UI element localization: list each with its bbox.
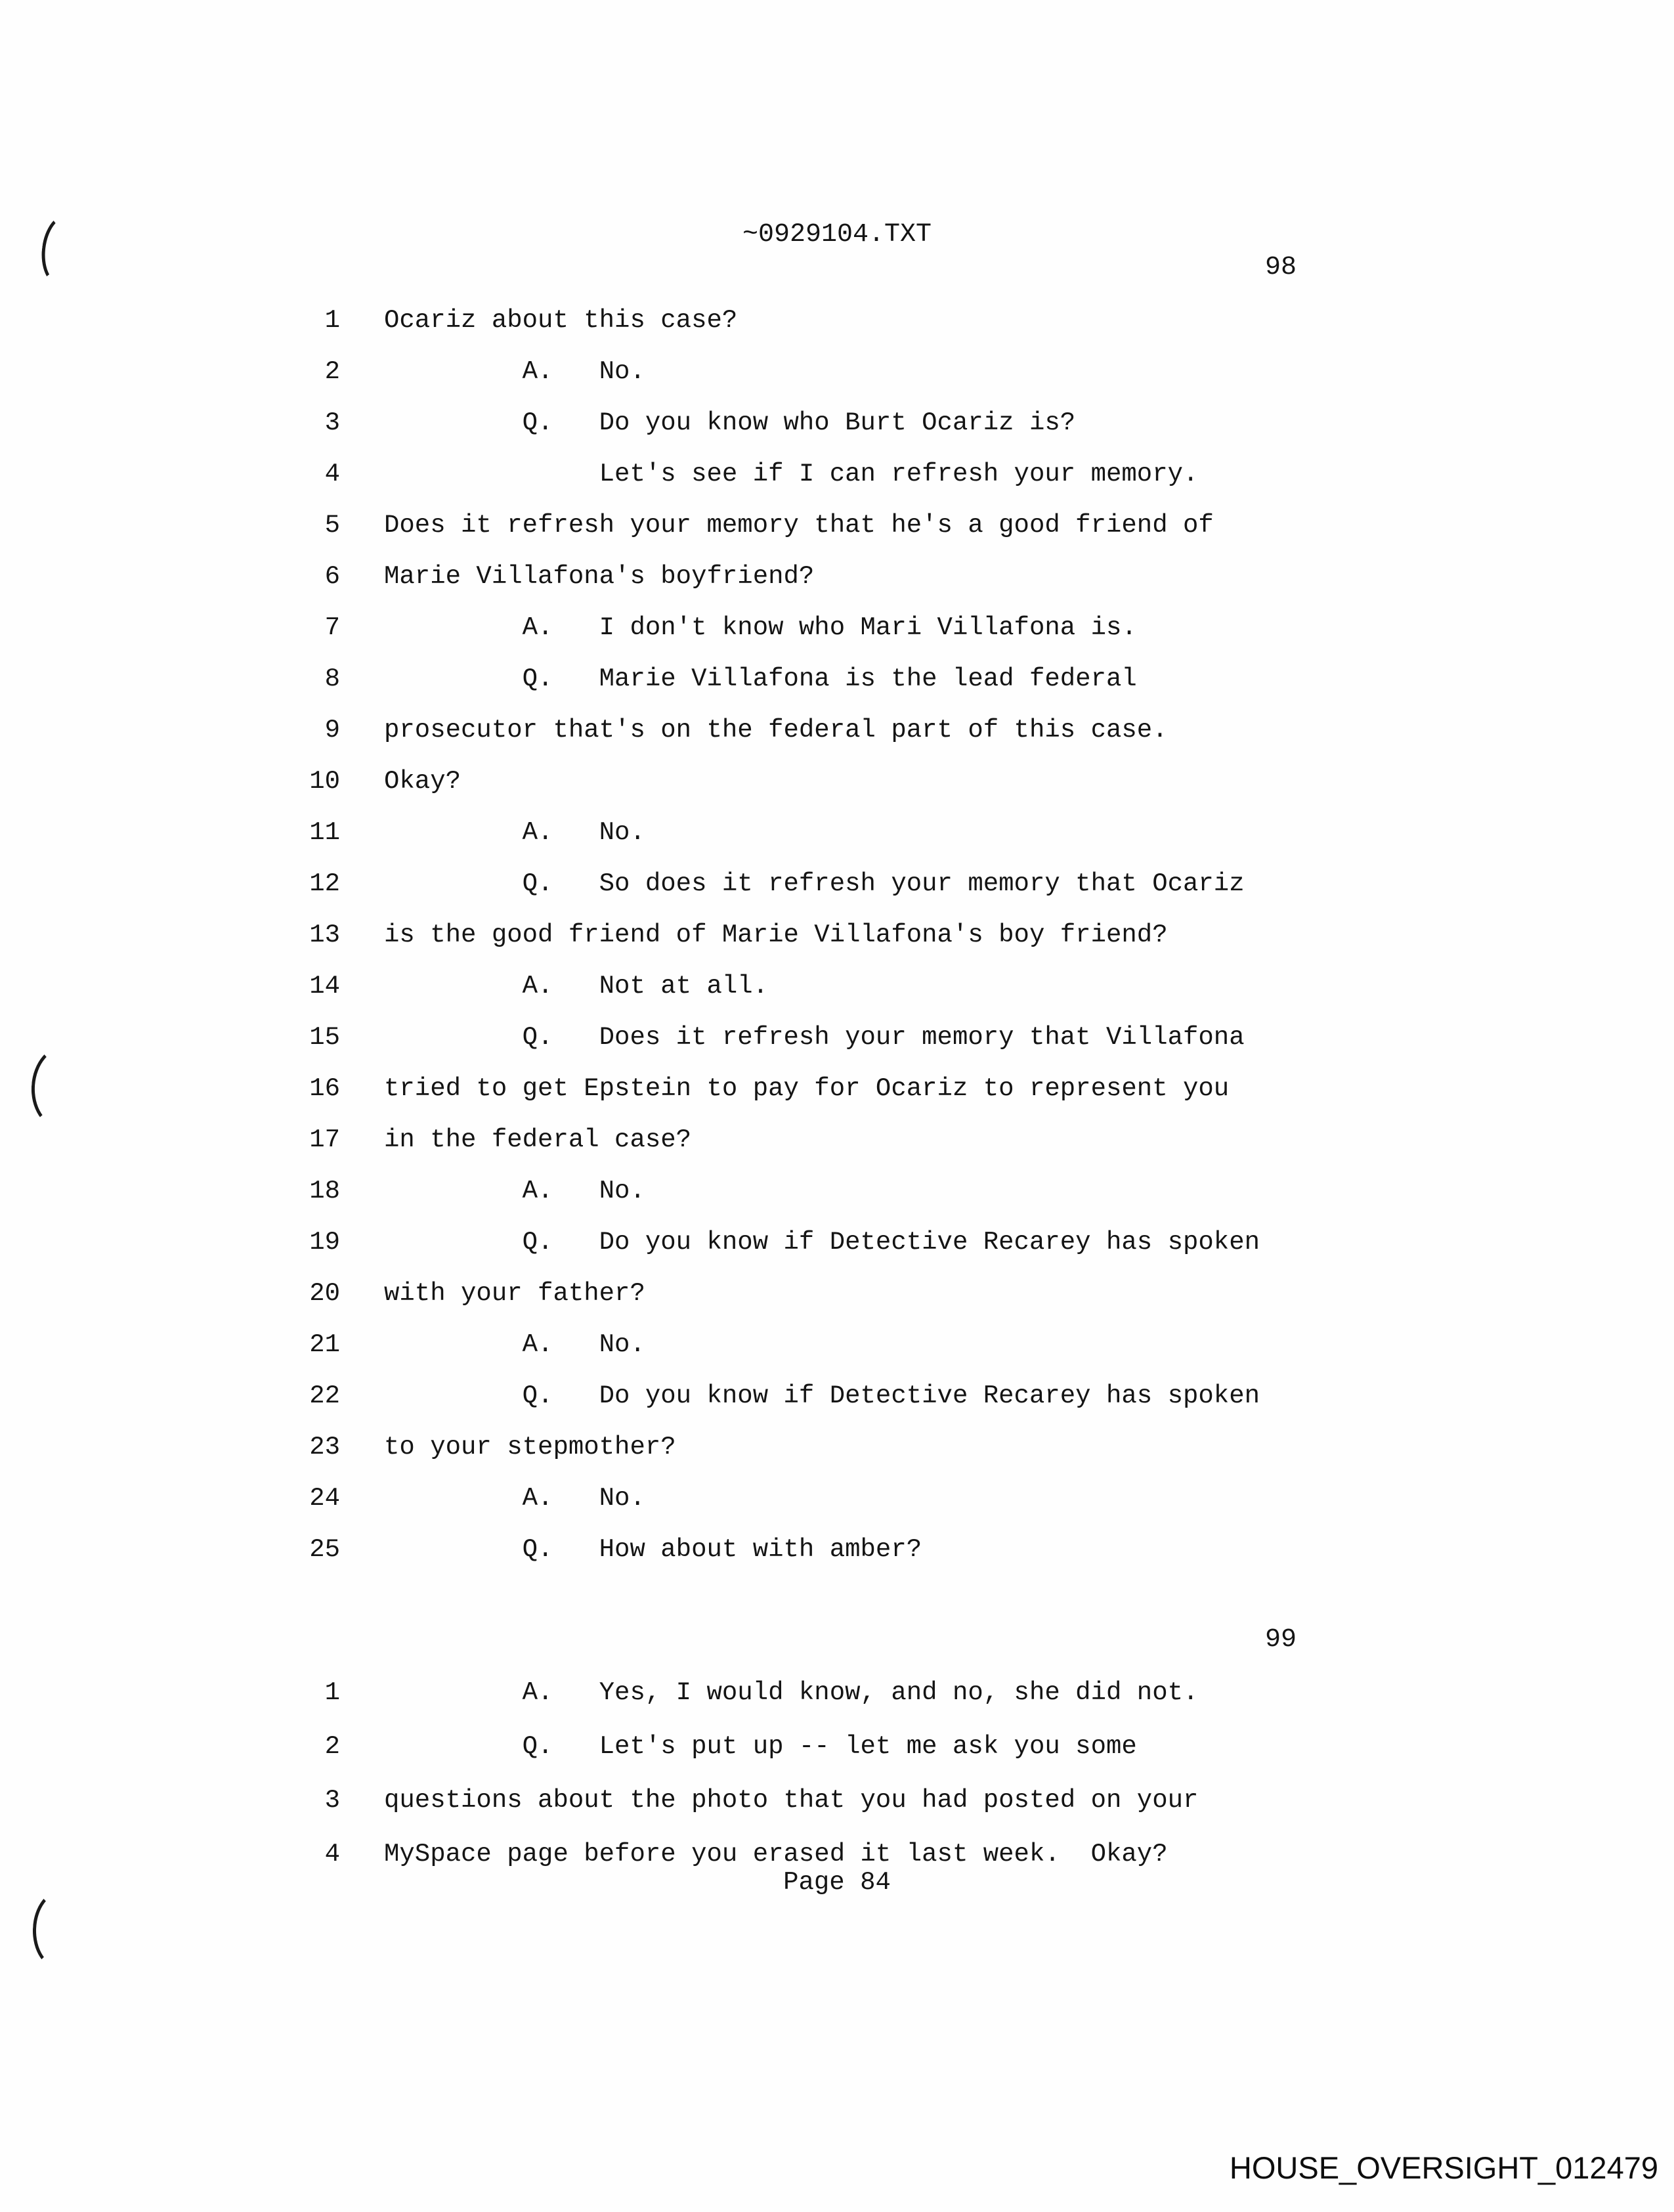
transcript-line bbox=[0, 1074, 1674, 1106]
transcript-line bbox=[0, 511, 1674, 542]
line-text: A. I don't know who Mari Villafona is. bbox=[384, 613, 1137, 642]
line-number: 12 bbox=[309, 869, 340, 898]
line-text: questions about the photo that you had posted on your bbox=[384, 1786, 1199, 1815]
line-text: prosecutor that's on the federal part of this case. bbox=[384, 716, 1168, 745]
line-text: Q. Does it refresh your memory that Villafona bbox=[384, 1023, 1245, 1052]
line-number: 15 bbox=[309, 1023, 340, 1052]
page-number-98: 98 bbox=[1264, 253, 1297, 282]
line-number: 16 bbox=[309, 1074, 340, 1103]
line-text: Marie Villafona's boyfriend? bbox=[384, 562, 815, 591]
line-text: to your stepmother? bbox=[384, 1433, 676, 1462]
line-text: tried to get Epstein to pay for Ocariz to represent you bbox=[384, 1074, 1230, 1103]
line-text: Q. How about with amber? bbox=[384, 1535, 922, 1564]
line-number: 24 bbox=[309, 1484, 340, 1513]
line-number: 14 bbox=[309, 972, 340, 1001]
line-number: 21 bbox=[309, 1330, 340, 1359]
transcript-line bbox=[0, 716, 1674, 747]
line-text: Q. Do you know if Detective Recarey has spoken bbox=[384, 1228, 1260, 1257]
line-text: A. No. bbox=[384, 1177, 645, 1205]
transcript-line bbox=[0, 1023, 1674, 1054]
line-number: 2 bbox=[324, 357, 340, 386]
transcript-line bbox=[0, 818, 1674, 850]
file-name-header: ~0929104.TXT bbox=[742, 220, 932, 249]
transcript-line bbox=[0, 357, 1674, 389]
transcript-line bbox=[0, 1484, 1674, 1515]
transcript-line bbox=[0, 921, 1674, 952]
line-number: 10 bbox=[309, 767, 340, 796]
line-text: A. Not at all. bbox=[384, 972, 769, 1001]
transcript-line bbox=[0, 1840, 1674, 1871]
line-number: 6 bbox=[324, 562, 340, 591]
line-number: 8 bbox=[324, 664, 340, 693]
line-number: 4 bbox=[324, 1840, 340, 1869]
transcript-line bbox=[0, 1177, 1674, 1208]
line-text: Q. So does it refresh your memory that Ocariz bbox=[384, 869, 1245, 898]
line-number: 1 bbox=[324, 1678, 340, 1707]
line-number: 3 bbox=[324, 408, 340, 437]
transcript-line bbox=[0, 1433, 1674, 1464]
line-number: 4 bbox=[324, 460, 340, 488]
line-number: 9 bbox=[324, 716, 340, 745]
page-84-label: Page 84 bbox=[783, 1868, 891, 1897]
line-text: with your father? bbox=[384, 1279, 645, 1308]
page-number-99: 99 bbox=[1264, 1625, 1297, 1655]
transcript-line bbox=[0, 869, 1674, 901]
transcript-line bbox=[0, 767, 1674, 798]
line-number: 2 bbox=[324, 1732, 340, 1761]
line-number: 23 bbox=[309, 1433, 340, 1462]
line-number: 11 bbox=[309, 818, 340, 847]
line-text: A. No. bbox=[384, 357, 645, 386]
bates-number: HOUSE_OVERSIGHT_012479 bbox=[1229, 2150, 1658, 2185]
transcript-line bbox=[0, 1228, 1674, 1259]
scan-artifact-arc-bottom bbox=[32, 1889, 91, 1971]
line-number: 3 bbox=[324, 1786, 340, 1815]
line-number: 7 bbox=[324, 613, 340, 642]
line-number: 17 bbox=[309, 1125, 340, 1154]
line-text: A. No. bbox=[384, 1330, 645, 1359]
line-text: Q. Let's put up -- let me ask you some bbox=[384, 1732, 1137, 1761]
line-number: 25 bbox=[309, 1535, 340, 1564]
line-text: Q. Do you know if Detective Recarey has spoken bbox=[384, 1381, 1260, 1410]
line-number: 5 bbox=[324, 511, 340, 540]
line-number: 22 bbox=[309, 1381, 340, 1410]
line-number: 13 bbox=[309, 921, 340, 949]
line-text: A. Yes, I would know, and no, she did not. bbox=[384, 1678, 1199, 1707]
line-text: in the federal case? bbox=[384, 1125, 692, 1154]
transcript-line bbox=[0, 613, 1674, 645]
transcript-line bbox=[0, 664, 1674, 696]
line-text: Okay? bbox=[384, 767, 461, 796]
transcript-line bbox=[0, 1125, 1674, 1157]
line-text: Q. Do you know who Burt Ocariz is? bbox=[384, 408, 1076, 437]
transcript-line bbox=[0, 1535, 1674, 1567]
line-text: Let's see if I can refresh your memory. bbox=[384, 460, 1199, 488]
transcript-line bbox=[0, 1786, 1674, 1817]
transcript-line bbox=[0, 1330, 1674, 1362]
line-text: Q. Marie Villafona is the lead federal bbox=[384, 664, 1137, 693]
transcript-line bbox=[0, 1732, 1674, 1764]
transcript-line bbox=[0, 306, 1674, 337]
transcript-line bbox=[0, 1381, 1674, 1413]
transcript-line bbox=[0, 408, 1674, 440]
line-text: is the good friend of Marie Villafona's boy friend? bbox=[384, 921, 1168, 949]
line-number: 19 bbox=[309, 1228, 340, 1257]
transcript-line bbox=[0, 460, 1674, 491]
line-text: MySpace page before you erased it last week. Okay? bbox=[384, 1840, 1168, 1869]
transcript-line bbox=[0, 562, 1674, 594]
transcript-line bbox=[0, 972, 1674, 1003]
transcript-line bbox=[0, 1678, 1674, 1710]
transcript-line bbox=[0, 1279, 1674, 1311]
line-text: Does it refresh your memory that he's a good friend of bbox=[384, 511, 1214, 540]
line-text: A. No. bbox=[384, 1484, 645, 1513]
line-number: 1 bbox=[324, 306, 340, 335]
line-text: Ocariz about this case? bbox=[384, 306, 738, 335]
line-number: 20 bbox=[309, 1279, 340, 1308]
line-number: 18 bbox=[309, 1177, 340, 1205]
line-text: A. No. bbox=[384, 818, 645, 847]
